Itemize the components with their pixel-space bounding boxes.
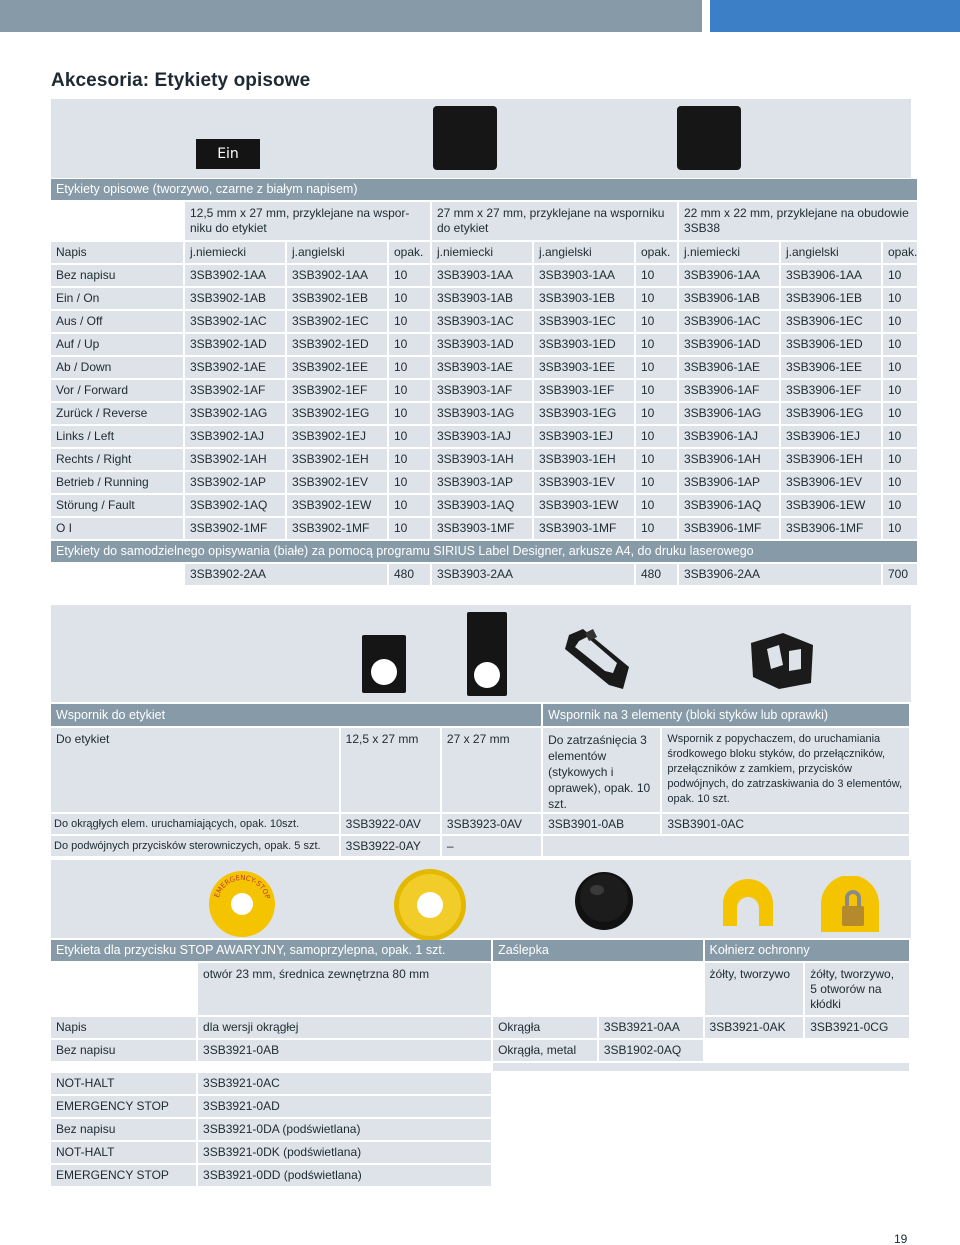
order-code-cell: 3SB3906-1EG xyxy=(781,403,881,424)
emergency-header-c: Kołnierz ochronny xyxy=(705,940,909,961)
order-code-cell: 3SB3906-1AE xyxy=(679,357,779,378)
estop-text-cell: Bez napisu xyxy=(51,1119,196,1140)
label-27x27-image xyxy=(433,106,497,170)
emergency-table-wrap xyxy=(51,938,911,1188)
order-code-cell: 10 xyxy=(636,403,677,424)
order-code-cell: 3SB3906-1EB xyxy=(781,288,881,309)
holders-size-b: 27 x 27 mm xyxy=(442,728,541,812)
order-code-cell: 10 xyxy=(389,288,430,309)
order-code-cell: 10 xyxy=(636,472,677,493)
order-code-cell: 3SB3903-1MF xyxy=(534,518,634,539)
holders-header-right: Wspornik na 3 elementy (bloki styków lub oprawki) xyxy=(543,704,909,726)
order-code-cell: 3SB3902-1MF xyxy=(185,518,285,539)
laser-blank xyxy=(51,564,183,585)
order-code-cell: 3SB3902-1AQ xyxy=(185,495,285,516)
emergency-header-b: Zaślepka xyxy=(493,940,702,961)
laser-code: 3SB3903-2AA xyxy=(432,564,634,585)
order-code-cell: 3SB3906-1AH xyxy=(679,449,779,470)
holders-row-label: Do etykiet xyxy=(51,728,339,812)
order-code-cell: 3SB3903-1AB xyxy=(432,288,532,309)
order-code-cell: 3SB3902-1EG xyxy=(287,403,387,424)
table-row xyxy=(51,518,917,539)
table-row xyxy=(51,426,917,447)
order-code-cell: 3SB3906-1AA xyxy=(679,265,779,286)
order-code-cell: 3SB3902-1EC xyxy=(287,311,387,332)
emergency-cell: Bez napisu xyxy=(51,1040,196,1061)
group-12x27: 12,5 mm x 27 mm, przyklejane na wspor-niku do etykiet xyxy=(185,202,430,240)
order-code-cell: 10 xyxy=(636,357,677,378)
laser-pack: 480 xyxy=(389,564,430,585)
label-22x22-image xyxy=(677,106,741,170)
order-code-cell: 10 xyxy=(636,334,677,355)
order-code-cell: 10 xyxy=(883,426,917,447)
label-text-cell: Betrieb / Running xyxy=(51,472,183,493)
holders-desc-c: Do zatrzaśnięcia 3 elementów (stykowych i oprawek), opak. 10 szt. xyxy=(543,728,660,812)
cap-image xyxy=(573,870,635,932)
order-code-cell: 3SB3902-1AA xyxy=(287,265,387,286)
order-code-cell: 3SB3903-1EB xyxy=(534,288,634,309)
order-code-cell: 3SB3906-1AC xyxy=(679,311,779,332)
page-number: 19 xyxy=(894,1232,908,1245)
order-code-cell: 10 xyxy=(389,311,430,332)
holders-code: – xyxy=(442,836,541,856)
group-22x22: 22 mm x 22 mm, przyklejane na obudowie 3SB38 xyxy=(679,202,917,240)
order-code-cell: 3SB3906-1EF xyxy=(781,380,881,401)
labels-table xyxy=(49,177,919,587)
order-code-cell: 3SB3903-1EH xyxy=(534,449,634,470)
order-code-cell: 3SB3906-1AG xyxy=(679,403,779,424)
order-code-cell: 10 xyxy=(636,449,677,470)
order-code-cell: 10 xyxy=(636,265,677,286)
group-blank xyxy=(51,202,183,240)
holders-code: 3SB3901-0AB xyxy=(543,814,660,834)
order-code-cell: 10 xyxy=(389,495,430,516)
table-row xyxy=(51,1096,909,1117)
order-code-cell: 3SB3902-1AE xyxy=(185,357,285,378)
order-code-cell: 3SB3902-1AC xyxy=(185,311,285,332)
order-code-cell: 3SB3902-1AH xyxy=(185,449,285,470)
emergency-cell: Napis xyxy=(51,1017,196,1038)
emergency-cell: 3SB3921-0AK xyxy=(705,1017,804,1038)
holders-row-double xyxy=(51,836,909,856)
order-code-cell: 3SB3906-1AB xyxy=(679,288,779,309)
collar-desc-1: żółty, tworzywo xyxy=(705,963,804,1015)
estop-text-cell: EMERGENCY STOP xyxy=(51,1165,196,1186)
emergency-cell: Okrągła, metal xyxy=(493,1040,597,1061)
order-code-cell: 3SB3906-1AA xyxy=(781,265,881,286)
order-code-cell: 3SB3903-1AQ xyxy=(432,495,532,516)
order-code-cell: 10 xyxy=(883,380,917,401)
estop-label-image xyxy=(208,870,276,938)
order-code-cell: 10 xyxy=(883,334,917,355)
order-code-cell: 10 xyxy=(883,357,917,378)
order-code-cell: 10 xyxy=(883,495,917,516)
order-code-cell: 3SB3902-1AJ xyxy=(185,426,285,447)
order-code-cell: 3SB3903-1EV xyxy=(534,472,634,493)
order-code-cell: 3SB3902-1AG xyxy=(185,403,285,424)
col-header: Napis xyxy=(51,242,183,263)
emergency-row-desc xyxy=(51,963,909,1015)
order-code-cell: 3SB3906-1EH xyxy=(781,449,881,470)
order-code-cell: 3SB3902-1AD xyxy=(185,334,285,355)
order-code-cell: 10 xyxy=(389,334,430,355)
order-code-cell: 3SB3906-1MF xyxy=(679,518,779,539)
order-code-cell: 3SB3903-1EW xyxy=(534,495,634,516)
emergency-desc: otwór 23 mm, średnica zewnętrzna 80 mm xyxy=(198,963,491,1015)
laser-header-row xyxy=(51,541,917,562)
order-code-cell: 10 xyxy=(389,357,430,378)
estop-code-cell: 3SB3921-0AC xyxy=(198,1073,491,1094)
holders-code: 3SB3922-0AV xyxy=(341,814,440,834)
group-27x27: 27 mm x 27 mm, przyklejane na wsporniku do etykiet xyxy=(432,202,677,240)
order-code-cell: 3SB3906-1EV xyxy=(781,472,881,493)
labels-header-row xyxy=(51,179,917,200)
holders-photo-area xyxy=(51,605,911,702)
labels-table-wrap xyxy=(51,177,918,587)
col-header: opak. xyxy=(883,242,917,263)
order-code-cell: 10 xyxy=(883,518,917,539)
order-code-cell: 10 xyxy=(389,380,430,401)
order-code-cell: 3SB3902-1AA xyxy=(185,265,285,286)
order-code-cell: 10 xyxy=(389,518,430,539)
holder-hole xyxy=(371,659,397,685)
order-code-cell: 10 xyxy=(389,403,430,424)
order-code-cell: 10 xyxy=(636,311,677,332)
order-code-cell: 3SB3902-1EB xyxy=(287,288,387,309)
laser-header: Etykiety do samodzielnego opisywania (białe) za pomocą programu SIRIUS Label Designer, arkusze A4, do druku laserowego xyxy=(51,541,917,562)
table-row xyxy=(51,472,917,493)
order-code-cell: 3SB3903-1EG xyxy=(534,403,634,424)
emergency-cell: Okrągła xyxy=(493,1017,597,1038)
order-code-cell: 3SB3906-1EE xyxy=(781,357,881,378)
holders-size-a: 12,5 x 27 mm xyxy=(341,728,440,812)
label-text-cell: Vor / Forward xyxy=(51,380,183,401)
order-code-cell: 3SB3903-1EE xyxy=(534,357,634,378)
order-code-cell: 10 xyxy=(389,449,430,470)
order-code-cell: 3SB3903-1AF xyxy=(432,380,532,401)
top-bar-accent xyxy=(710,0,960,32)
holder-3-elements-plunger-image xyxy=(749,631,815,691)
table-row xyxy=(51,1165,909,1186)
estop-text-cell: EMERGENCY STOP xyxy=(51,1096,196,1117)
order-code-cell: 10 xyxy=(636,518,677,539)
holders-row-desc xyxy=(51,728,909,812)
order-code-cell: 10 xyxy=(883,472,917,493)
holders-code: 3SB3923-0AV xyxy=(442,814,541,834)
table-row xyxy=(51,265,917,286)
label-text-cell: Aus / Off xyxy=(51,311,183,332)
order-code-cell: 10 xyxy=(636,495,677,516)
label-text-cell: Ab / Down xyxy=(51,357,183,378)
emergency-photo-area xyxy=(51,860,911,938)
order-code-cell: 3SB3906-1AJ xyxy=(679,426,779,447)
order-code-cell: 10 xyxy=(883,288,917,309)
emergency-blank-b xyxy=(493,963,702,1015)
table-row xyxy=(51,1073,909,1094)
holders-code: 3SB3901-0AC xyxy=(662,814,909,834)
page-title: Akcesoria: Etykiety opisowe xyxy=(51,70,311,91)
laser-pack: 480 xyxy=(636,564,677,585)
col-header: j.angielski xyxy=(781,242,881,263)
laser-code: 3SB3906-2AA xyxy=(679,564,881,585)
order-code-cell: 3SB3906-1MF xyxy=(781,518,881,539)
svg-text:EMERGENCY-STOP: EMERGENCY-STOP xyxy=(212,873,272,900)
col-header: opak. xyxy=(636,242,677,263)
table-row xyxy=(51,380,917,401)
emergency-cell: 3SB3921-0AB xyxy=(198,1040,491,1061)
col-header: j.niemiecki xyxy=(432,242,532,263)
order-code-cell: 3SB3903-1AA xyxy=(432,265,532,286)
label-text-cell: Rechts / Right xyxy=(51,449,183,470)
emergency-spacer xyxy=(51,1063,909,1071)
order-code-cell: 3SB3903-1MF xyxy=(432,518,532,539)
emergency-cell: 3SB1902-0AQ xyxy=(599,1040,703,1061)
order-code-cell: 3SB3902-1AF xyxy=(185,380,285,401)
order-code-cell: 10 xyxy=(636,426,677,447)
estop-text-cell: NOT-HALT xyxy=(51,1142,196,1163)
order-code-cell: 3SB3902-1EV xyxy=(287,472,387,493)
labels-column-headers xyxy=(51,242,917,263)
label-text-cell: Zurück / Reverse xyxy=(51,403,183,424)
order-code-cell: 3SB3902-1EW xyxy=(287,495,387,516)
col-header: j.angielski xyxy=(287,242,387,263)
table-row xyxy=(51,1142,909,1163)
labels-body xyxy=(51,265,917,539)
estop-yellow-label-image xyxy=(393,868,467,942)
table-row xyxy=(51,495,917,516)
emergency-table xyxy=(49,938,911,1188)
collar-desc-2: żółty, tworzywo, 5 otworów na kłódki xyxy=(805,963,909,1015)
emergency-cell: 3SB3921-0AA xyxy=(599,1017,703,1038)
holders-table-wrap xyxy=(51,702,911,858)
label-text-cell: Links / Left xyxy=(51,426,183,447)
col-header: j.angielski xyxy=(534,242,634,263)
holders-code: 3SB3922-0AY xyxy=(341,836,440,856)
table-row xyxy=(51,1119,909,1140)
laser-code: 3SB3902-2AA xyxy=(185,564,387,585)
order-code-cell: 3SB3902-1MF xyxy=(287,518,387,539)
holders-row-label: Do okrągłych elem. uruchamiających, opak. 10szt. xyxy=(51,814,339,834)
order-code-cell: 3SB3902-1ED xyxy=(287,334,387,355)
order-code-cell: 10 xyxy=(389,426,430,447)
emergency-items xyxy=(51,1073,909,1186)
order-code-cell: 3SB3903-1AA xyxy=(534,265,634,286)
order-code-cell: 3SB3903-1AC xyxy=(432,311,532,332)
label-text-cell: Bez napisu xyxy=(51,265,183,286)
order-code-cell: 3SB3906-1AQ xyxy=(679,495,779,516)
label-text-cell: Auf / Up xyxy=(51,334,183,355)
emergency-header-a: Etykieta dla przycisku STOP AWARYJNY, samoprzylepna, opak. 1 szt. xyxy=(51,940,491,961)
order-code-cell: 3SB3906-1EW xyxy=(781,495,881,516)
order-code-cell: 10 xyxy=(883,265,917,286)
order-code-cell: 10 xyxy=(883,449,917,470)
holder-3-elements-image xyxy=(563,627,635,691)
protective-collar-image xyxy=(719,878,777,928)
col-header: j.niemiecki xyxy=(185,242,285,263)
holder-hole xyxy=(474,662,500,688)
order-code-cell: 10 xyxy=(389,265,430,286)
emergency-blank-c xyxy=(705,1040,909,1061)
holders-header-left: Wspornik do etykiet xyxy=(51,704,541,726)
order-code-cell: 3SB3903-1EC xyxy=(534,311,634,332)
order-code-cell: 10 xyxy=(389,472,430,493)
order-code-cell: 3SB3902-1AP xyxy=(185,472,285,493)
labels-group-row xyxy=(51,202,917,240)
emergency-cell: 3SB3921-0CG xyxy=(805,1017,909,1038)
order-code-cell: 3SB3903-1EF xyxy=(534,380,634,401)
order-code-cell: 3SB3903-1AG xyxy=(432,403,532,424)
top-bar-gap xyxy=(702,0,710,32)
table-row xyxy=(51,288,917,309)
table-row xyxy=(51,334,917,355)
order-code-cell: 3SB3903-1ED xyxy=(534,334,634,355)
order-code-cell: 3SB3906-1EC xyxy=(781,311,881,332)
emergency-spacer-cell xyxy=(51,1063,491,1071)
laser-row xyxy=(51,564,917,585)
order-code-cell: 10 xyxy=(883,311,917,332)
table-row xyxy=(51,449,917,470)
emergency-row-napis xyxy=(51,1017,909,1038)
holders-table xyxy=(49,702,911,858)
estop-code-cell: 3SB3921-0DA (podświetlana) xyxy=(198,1119,491,1140)
order-code-cell: 3SB3902-1EJ xyxy=(287,426,387,447)
table-row xyxy=(51,403,917,424)
order-code-cell: 3SB3902-1EE xyxy=(287,357,387,378)
order-code-cell: 3SB3903-1AE xyxy=(432,357,532,378)
order-code-cell: 3SB3903-1AH xyxy=(432,449,532,470)
holders-row-round xyxy=(51,814,909,834)
order-code-cell: 3SB3902-1AB xyxy=(185,288,285,309)
holder-27x27-image xyxy=(467,612,507,696)
order-code-cell: 10 xyxy=(883,403,917,424)
emergency-blank xyxy=(51,963,196,1015)
order-code-cell: 3SB3903-1AJ xyxy=(432,426,532,447)
order-code-cell: 3SB3906-1AP xyxy=(679,472,779,493)
laser-pack: 700 xyxy=(883,564,917,585)
estop-code-cell: 3SB3921-0DD (podświetlana) xyxy=(198,1165,491,1186)
order-code-cell: 3SB3906-1ED xyxy=(781,334,881,355)
order-code-cell: 3SB3906-1EJ xyxy=(781,426,881,447)
table-row xyxy=(51,311,917,332)
emergency-cell: dla wersji okrągłej xyxy=(198,1017,491,1038)
estop-code-cell: 3SB3921-0AD xyxy=(198,1096,491,1117)
protective-collar-padlock-image xyxy=(817,876,883,936)
order-code-cell: 3SB3903-1EJ xyxy=(534,426,634,447)
estop-text-cell: NOT-HALT xyxy=(51,1073,196,1094)
order-code-cell: 3SB3903-1AD xyxy=(432,334,532,355)
table-row xyxy=(51,357,917,378)
order-code-cell: 3SB3906-1AF xyxy=(679,380,779,401)
col-header: j.niemiecki xyxy=(679,242,779,263)
col-header: opak. xyxy=(389,242,430,263)
holders-header-row xyxy=(51,704,909,726)
order-code-cell: 3SB3902-1EF xyxy=(287,380,387,401)
label-text-cell: O I xyxy=(51,518,183,539)
labels-header: Etykiety opisowe (tworzywo, czarne z białym napisem) xyxy=(51,179,917,200)
order-code-cell: 10 xyxy=(636,288,677,309)
order-code-cell: 3SB3902-1EH xyxy=(287,449,387,470)
estop-code-cell: 3SB3921-0DK (podświetlana) xyxy=(198,1142,491,1163)
label-text-cell: Störung / Fault xyxy=(51,495,183,516)
emergency-row-bez xyxy=(51,1040,909,1061)
order-code-cell: 3SB3903-1AP xyxy=(432,472,532,493)
holders-empty xyxy=(543,836,909,856)
holder-12x27-image xyxy=(362,635,406,693)
emergency-filler xyxy=(493,1063,909,1071)
ein-label-image: Ein xyxy=(196,139,260,169)
label-text-cell: Ein / On xyxy=(51,288,183,309)
holders-row-label: Do podwójnych przycisków sterowniczych, opak. 5 szt. xyxy=(51,836,339,856)
holders-desc-d: Wspornik z popychaczem, do uruchamiania środkowego bloku styków, do przełączników, przełączników z zamkiem, przycisków podwójnych, do zatrzaskiwania do 3 elementów, opak. 10 szt. xyxy=(662,728,909,812)
order-code-cell: 3SB3906-1AD xyxy=(679,334,779,355)
order-code-cell: 10 xyxy=(636,380,677,401)
labels-photo-area xyxy=(51,99,911,178)
emergency-header-row xyxy=(51,940,909,961)
